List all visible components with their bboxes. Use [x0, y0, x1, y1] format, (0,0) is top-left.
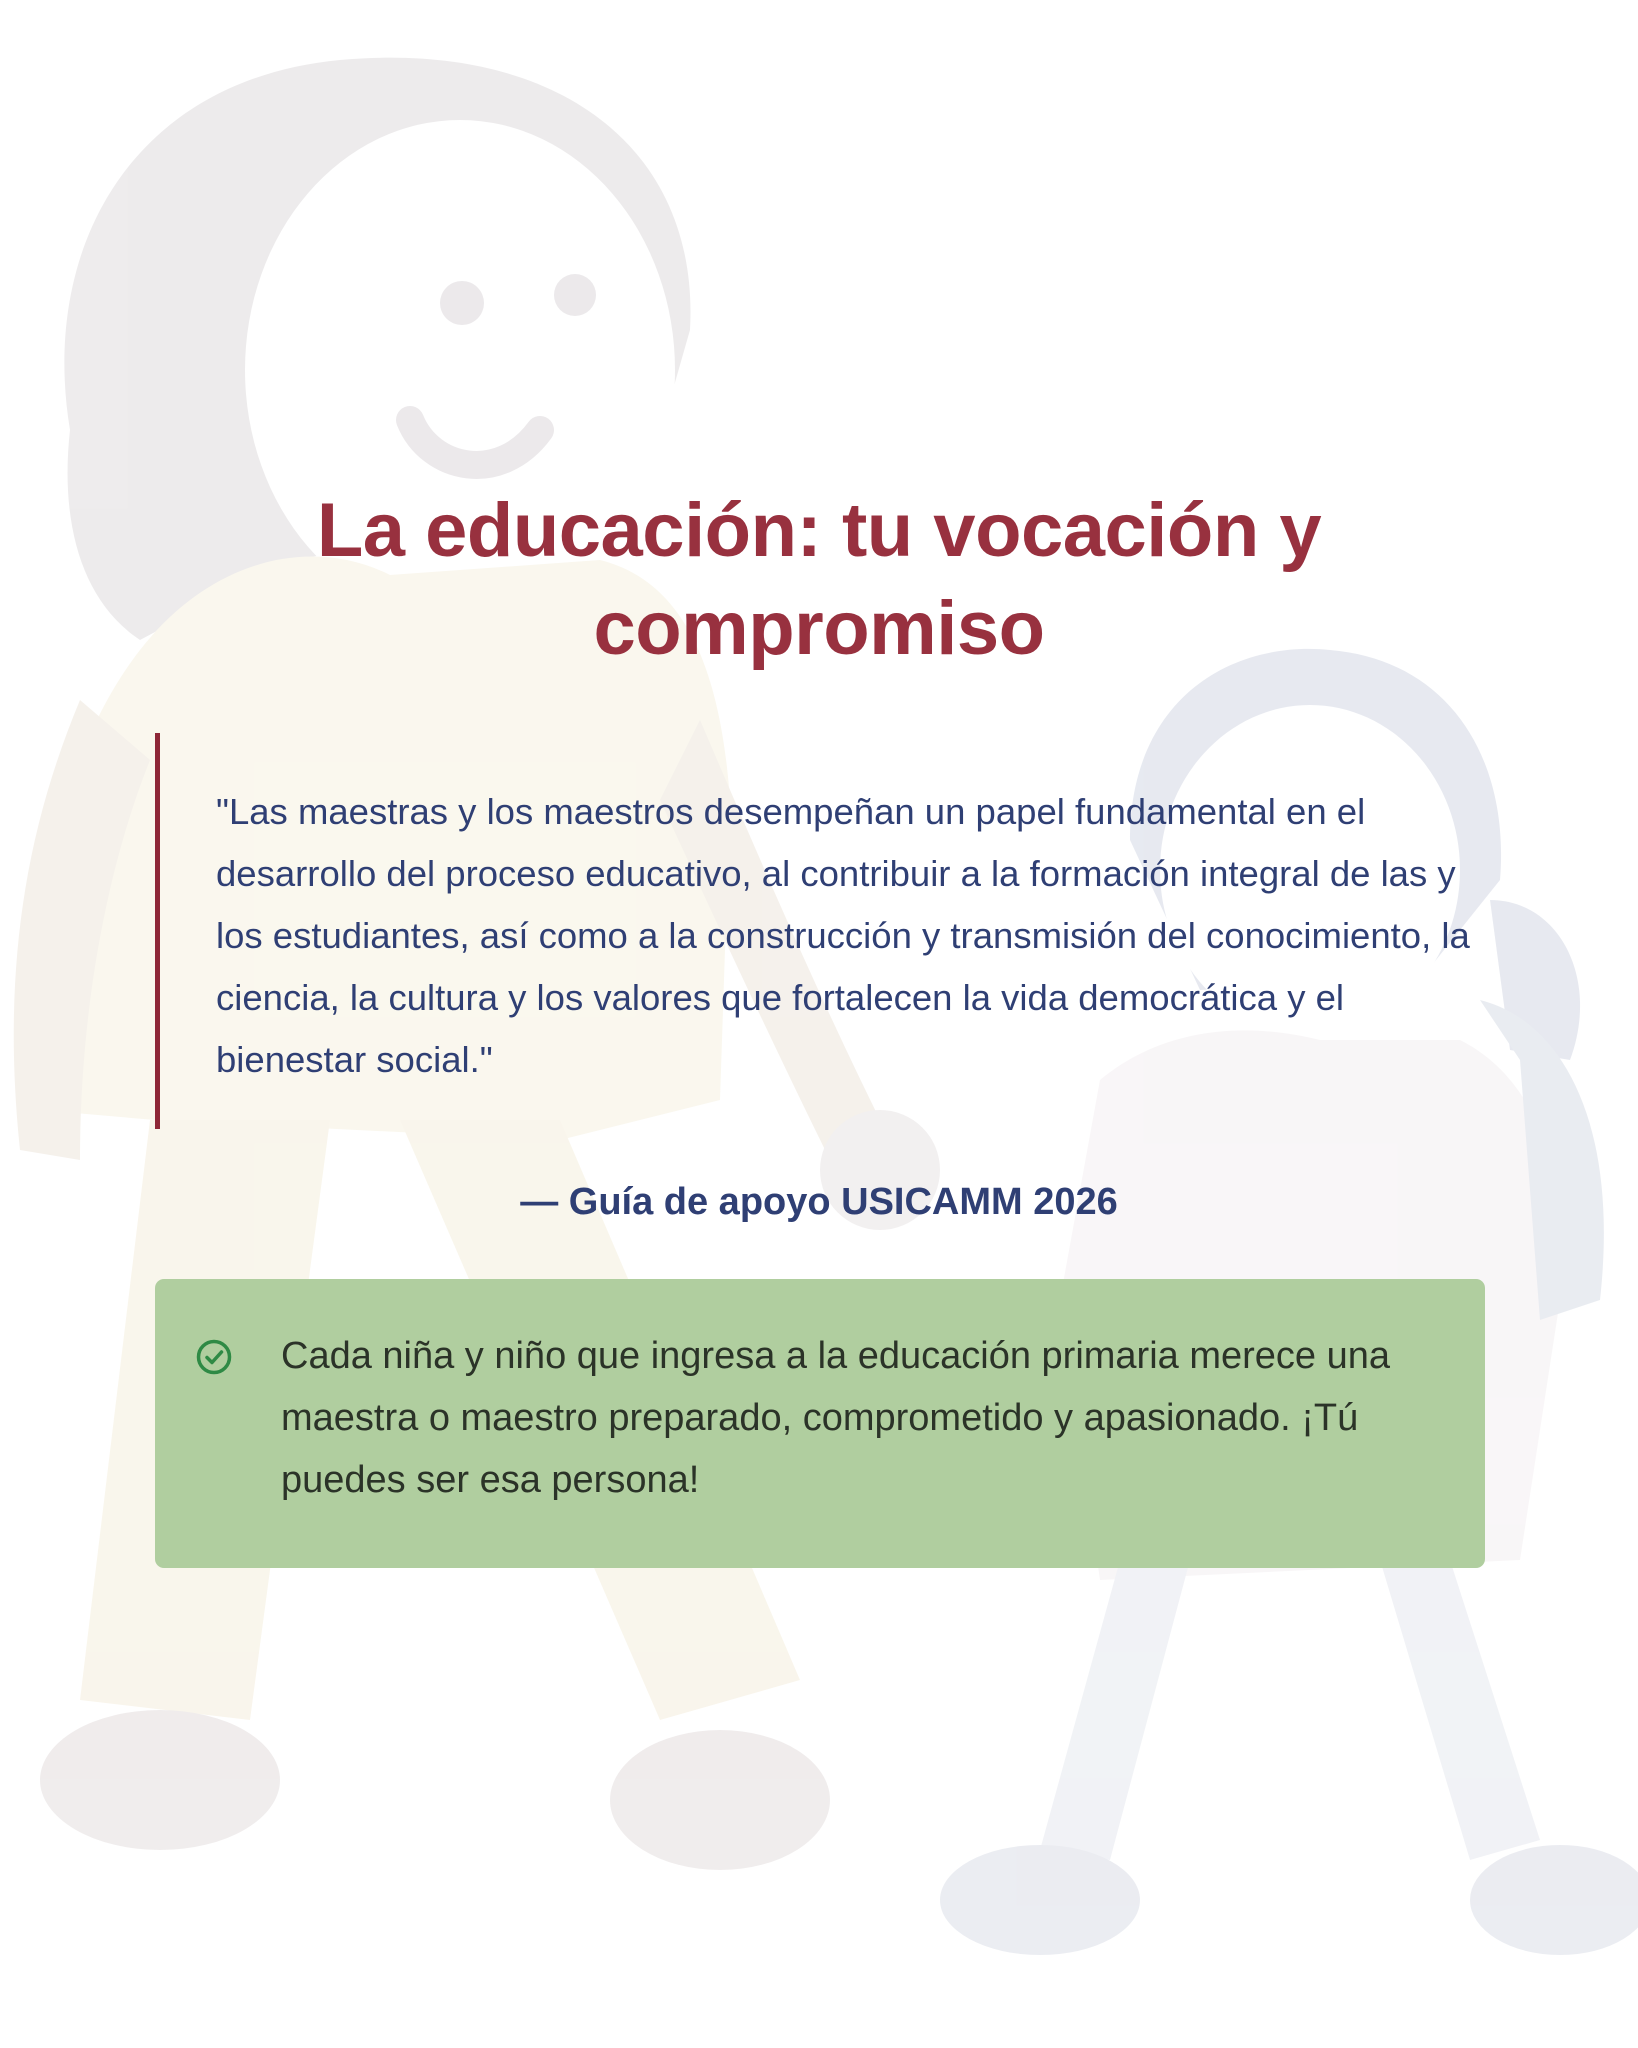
quote-attribution: — Guía de apoyo USICAMM 2026 — [520, 1181, 1118, 1223]
check-circle-icon — [195, 1338, 233, 1376]
page-title: La educación: tu vocación y compromiso — [316, 488, 1322, 671]
callout-box — [155, 1279, 1485, 1568]
quote-text: "Las maestras y los maestros desempeñan un papel fundamental en el desarrollo del proceso educativo, al contribuir a la formación integral de las y los estudiantes, así como a la construcción y transmisión del conocimiento, la ciencia, la cultura y los valores que fortalecen la vida democrática y el bienestar social." — [216, 791, 1470, 1080]
quote-block — [155, 733, 1485, 1129]
callout-text: Cada niña y niño que ingresa a la educación primaria merece una maestra o maestro preparado, comprometido y apasionado. ¡Tú puedes ser esa persona! — [281, 1335, 1391, 1501]
